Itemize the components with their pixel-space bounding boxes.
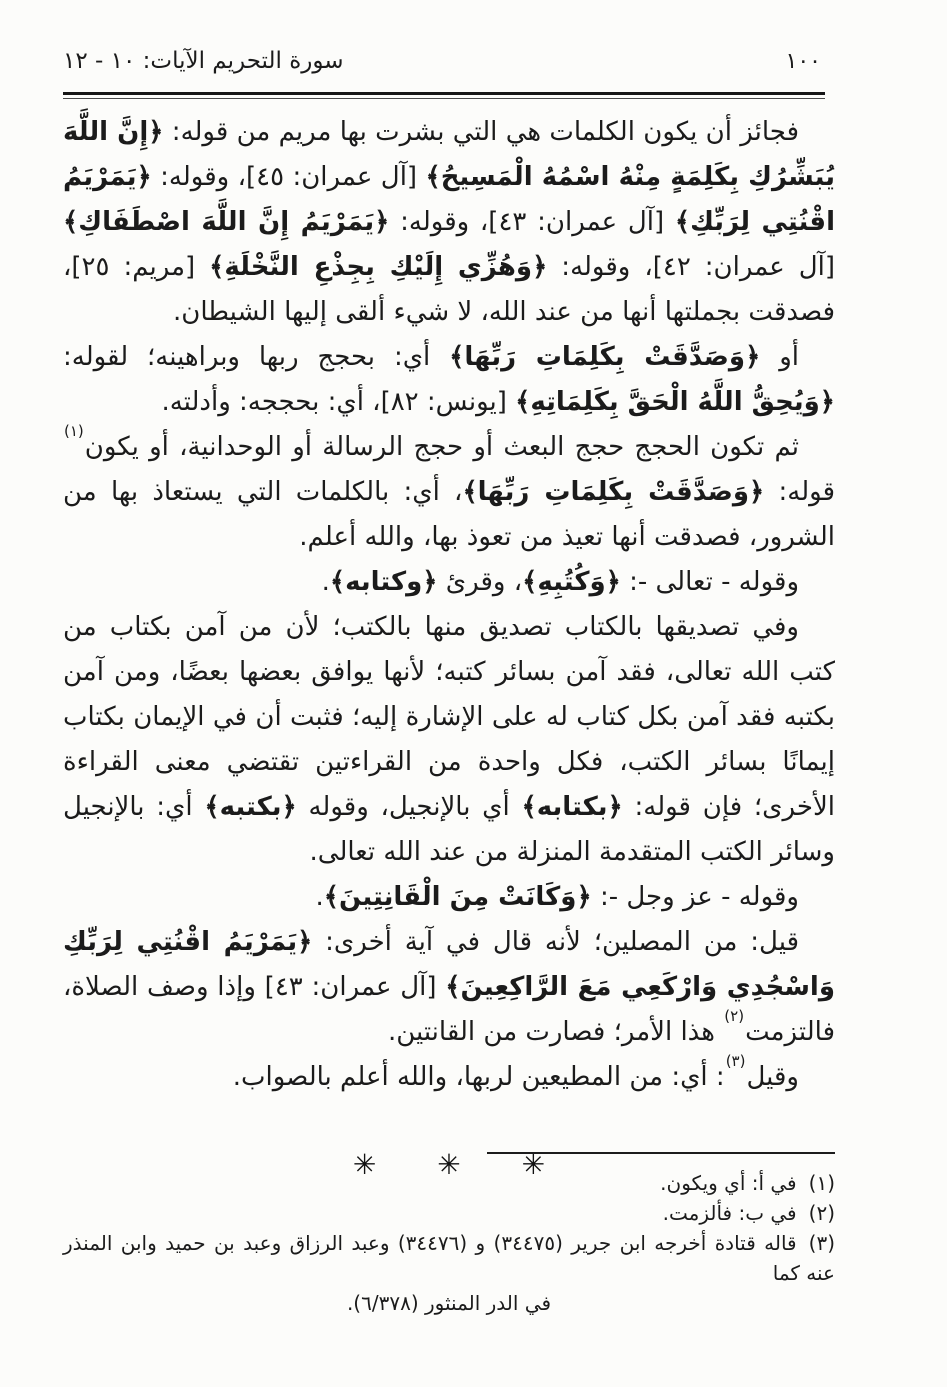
- footnotes: [63, 1152, 835, 1318]
- quran-quote: ﴿وَصَدَّقَتْ بِكَلِمَاتِ رَبِّهَا﴾: [449, 342, 761, 372]
- quran-quote: ﴿بكتابه﴾: [521, 792, 623, 822]
- section-separator: ✳ ✳ ✳: [352, 1148, 546, 1181]
- paragraph: وقوله - تعالى -: ﴿وَكُتُبِهِ﴾، وقرئ ﴿وكتابه﴾.: [321, 567, 799, 597]
- paragraph: فجائز أن يكون الكلمات هي التي بشرت بها مريم من قوله: ﴿إِنَّ اللَّهَ يُبَشِّرُكِ بِكَلِمَةٍ مِنْهُ اسْمُهُ الْمَسِيحُ﴾ [آل عمران: ٤٥]، وقوله: ﴿يَمَرْيَمُ اقْنُتِي لِرَبِّكِ﴾ [آل عمران: ٤٣]، وقوله: ﴿يَمَرْيَمُ إِنَّ اللَّهَ اصْطَفَاكِ﴾ [آل عمران: ٤٢]، وقوله: ﴿وَهُزِّي إِلَيْكِ بِجِذْعِ النَّخْلَةِ﴾ [مريم: ٢٥]، فصدقت بجملتها أنها من عند الله، لا شيء ألقى إليها الشيطان.: [63, 117, 835, 327]
- footnote-continuation: في الدر المنثور (٦/٣٧٨).: [346, 1291, 552, 1315]
- footnote-rule: [487, 1152, 835, 1154]
- footnote-text: في ب: فألزمت.: [662, 1201, 797, 1225]
- paragraph: وقيل$^{(٣)}$: أي: من المطيعين لربها، والله أعلم بالصواب.: [232, 1052, 799, 1092]
- quran-quote: ﴿يَمَرْيَمُ إِنَّ اللَّهَ اصْطَفَاكِ﴾: [63, 207, 390, 237]
- footnote-item: [63, 1228, 835, 1318]
- quran-quote: ﴿وَيُحِقُّ اللَّهُ الْحَقَّ بِكَلِمَاتِهِ﴾: [515, 387, 835, 417]
- footnote-item: [63, 1168, 835, 1198]
- paragraph: وقوله - عز وجل -: ﴿وَكَانَتْ مِنَ الْقَانِتِينَ﴾.: [315, 882, 799, 912]
- footnote-item: [63, 1198, 835, 1228]
- footnote-marker: (٣): [808, 1231, 835, 1255]
- footnote-text: قاله قتادة أخرجه ابن جرير (٣٤٤٧٥) و (٣٤٤٧٦) وعبد الرزاق وعبد بن حميد وابن المنذر عنه كما: [63, 1231, 835, 1285]
- quran-quote: ﴿بكتبه﴾: [204, 792, 297, 822]
- quran-quote: ﴿وَهُزِّي إِلَيْكِ بِجِذْعِ النَّخْلَةِ﴾: [209, 252, 548, 282]
- header-rule: [63, 92, 825, 99]
- footnote-marker: (١): [808, 1171, 835, 1195]
- footnote-ref: (٣): [725, 1052, 746, 1071]
- paragraph: ثم تكون الحجج حجج البعث أو حجج الرسالة أو الوحدانية، أو يكون$^{(١)}$ قوله: ﴿وَصَدَّقَتْ بِكَلِمَاتِ رَبِّهَا﴾، أي: بالكلمات التي يستعاذ بها من الشرور، فصدقت أنها تعيذ من تعوذ بها، والله أعلم.: [63, 422, 835, 552]
- quran-quote: ﴿وكتابه﴾: [329, 567, 438, 597]
- running-header: [63, 48, 835, 74]
- quran-quote: ﴿إِنَّ اللَّهَ يُبَشِّرُكِ بِكَلِمَةٍ مِنْهُ اسْمُهُ الْمَسِيحُ﴾: [63, 117, 835, 192]
- footnote-ref: (١): [64, 422, 84, 441]
- quran-quote: ﴿وَصَدَّقَتْ بِكَلِمَاتِ رَبِّهَا﴾: [462, 477, 765, 507]
- footnote-marker: (٢): [808, 1201, 835, 1225]
- quran-quote: ﴿يَمَرْيَمُ اقْنُتِي لِرَبِّكِ﴾: [63, 162, 835, 237]
- paragraph: أو ﴿وَصَدَّقَتْ بِكَلِمَاتِ رَبِّهَا﴾ أي: بحجج ربها وبراهينه؛ لقوله: ﴿وَيُحِقُّ اللَّهُ الْحَقَّ بِكَلِمَاتِهِ﴾ [يونس: ٨٢]، أي: بحججه: وأدلته.: [63, 342, 835, 417]
- page-number: ١٠٠: [785, 49, 821, 74]
- paragraph: وفي تصديقها بالكتاب تصديق منها بالكتب؛ لأن من آمن بكتاب من كتب الله تعالى، فقد آمن بسائر كتبه؛ لأنها يوافق بعضها بعضًا، ومن آمن بكتبه فقد آمن بكل كتاب له على الإشارة إليه؛ فثبت أن في الإيمان بكتاب إيمانًا بسائر الكتب، فكل واحدة من القراءتين تقتضي معنى القراءة الأخرى؛ فإن قوله: ﴿بكتابه﴾ أي بالإنجيل، وقوله ﴿بكتبه﴾ أي: بالإنجيل وسائر الكتب المتقدمة المنزلة من عند الله تعالى.: [63, 612, 836, 867]
- paragraph: قيل: من المصلين؛ لأنه قال في آية أخرى: ﴿يَمَرْيَمُ اقْنُتِي لِرَبِّكِ وَاسْجُدِي وَارْكَعِي مَعَ الرَّاكِعِينَ﴾ [آل عمران: ٤٣] وإذا وصف الصلاة، فالتزمت$^{(٢)}$ هذا الأمر؛ فصارت من القانتين.: [63, 927, 835, 1047]
- quran-quote: ﴿يَمَرْيَمُ اقْنُتِي لِرَبِّكِ وَاسْجُدِي وَارْكَعِي مَعَ الرَّاكِعِينَ﴾: [63, 927, 835, 1002]
- body-text: [63, 110, 835, 1187]
- footnote-text: في أ: أي ويكون.: [660, 1171, 797, 1195]
- footnote-ref: (٢): [724, 1007, 745, 1026]
- page-title: سورة التحريم الآيات: ١٠ - ١٢: [63, 48, 344, 74]
- quran-quote: ﴿وَكُتُبِهِ﴾: [522, 567, 621, 597]
- quran-quote: ﴿وَكَانَتْ مِنَ الْقَانِتِينَ﴾: [323, 882, 592, 912]
